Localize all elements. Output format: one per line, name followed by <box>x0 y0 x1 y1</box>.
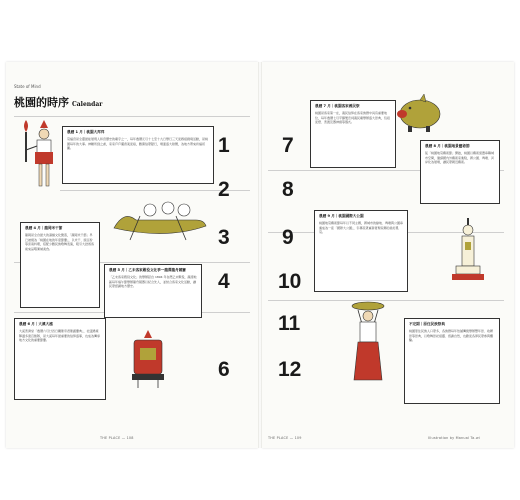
card-body: 桃園原住民族人口眾多，各族群每年依循傳統舉辦豐年祭、收穫祭等祭典，以歌舞祭祀祖靈、感謝自然，也歡迎各界民眾參與體驗。 <box>409 329 494 343</box>
calendar-card <box>314 210 408 292</box>
card-title: 不定期｜原住民族祭典 <box>409 322 445 326</box>
card-body: 景福宮是全臺最能展現人和宮歷史的廟宇之一，每年農曆元月十七至十九日舉行三天迎媽祖繞境活動，是桃園每年的大事。神轎所到之處，家家戶戶擺香案迎接，數萬信眾隨行，場面盛大熱鬧，為地方帶來祈福氛圍。 <box>67 137 209 151</box>
card-title: 農曆 4 月｜龍岡米干節 <box>25 226 63 230</box>
month-number-8: 8 <box>282 178 294 201</box>
card-body: 桃園地景藝術節每年以不同主題，將城市的綠地、埤塘與公園串連成為一座「國際大公園」，引導民眾重新發現家鄉的美好風景。 <box>319 221 404 235</box>
month-number-9: 9 <box>282 226 294 249</box>
card-title: 農曆 6 月｜大溪大禧 <box>19 322 53 326</box>
calendar-card <box>310 100 396 168</box>
section-label: State of Mind <box>14 84 41 89</box>
calendar-card <box>14 318 106 400</box>
month-number-11: 11 <box>278 312 301 335</box>
page-title <box>14 94 102 110</box>
page-title-en: Calendar <box>72 101 103 108</box>
card-body: 大溪普濟堂「農曆六月廿四日關聖帝君聖誕慶典」，社頭遶境陣頭多達百餘隊，是大溪每年最重要的信仰盛事，也成為傳承地方文化的重要節慶。 <box>19 329 101 343</box>
pig-illustration <box>396 94 446 134</box>
card-body: 龍岡是全台最大的滇緬文化聚落，「龍岡米干節」早已被視為「桃園在地的年度節慶」，以米干、豌豆粉等雲南料理，搭配少數民族歌舞表演，吸引大批遊客前來品嚐異域美食。 <box>25 233 95 251</box>
card-body: 「乙未客家殿役文化」的舉辦起自 1894 年台灣乙未戰役，龍潭地區每年端午節舉辦龍舟競賽以紀念先人，並結合客家文化活動，讓民眾認識地方歷史。 <box>109 275 197 289</box>
month-number-2: 2 <box>218 178 230 201</box>
calendar-card <box>420 140 500 204</box>
month-number-1: 1 <box>218 134 230 157</box>
calendar-card <box>104 264 202 318</box>
woman-carrying-basket-illustration <box>344 300 392 390</box>
month-number-6: 6 <box>218 358 230 381</box>
card-title: 農曆 8 月｜桃園地景藝術節 <box>425 144 470 148</box>
page-gutter <box>258 62 262 448</box>
tower-illustration <box>452 218 488 298</box>
month-number-3: 3 <box>218 226 230 249</box>
footer-left: THE PLACE — 108 <box>100 436 134 440</box>
footer-right: THE PLACE — 109 <box>268 436 302 440</box>
dragon-boat-illustration <box>110 196 210 246</box>
torch-bearer-illustration <box>20 118 60 208</box>
card-title: 農曆 1 月｜桃園大拜拜 <box>67 130 105 134</box>
card-title: 農曆 9 月｜桃園國際大公園 <box>319 214 364 218</box>
month-number-4: 4 <box>218 270 230 293</box>
page-title-zh: 桃園的時序 <box>14 96 69 109</box>
calendar-card <box>62 126 214 184</box>
card-title: 農曆 7 月｜桃園客家義民祭 <box>315 104 360 108</box>
illustration-credit: Illustration by Manual Ta-wi <box>428 436 480 440</box>
card-body: 桃園是客家第一庄，義民信仰在客家族群中具有重要地位，每年農曆七月平鎮褒忠祠義民廟舉辦盛大祭典，包括迎燈、普渡及賽神豬等儀式。 <box>315 111 391 125</box>
card-title: 農曆 5 月｜乙未客家殿役文化季一龍潭龍舟競賽 <box>109 268 186 272</box>
divider <box>14 116 250 117</box>
month-number-12: 12 <box>278 358 302 381</box>
calendar-card <box>20 222 100 308</box>
card-body: 從「桃園地景藝術節」開始，桃園以藝術裝置串聯城市空間，邀請國內外藝術家進駐，將公園、埤塘、河岸化為展場，讓民眾親近藝術。 <box>425 151 495 165</box>
calendar-card <box>404 318 500 404</box>
month-number-7: 7 <box>282 134 294 157</box>
month-number-10: 10 <box>278 270 302 293</box>
temple-float-illustration <box>128 330 168 390</box>
